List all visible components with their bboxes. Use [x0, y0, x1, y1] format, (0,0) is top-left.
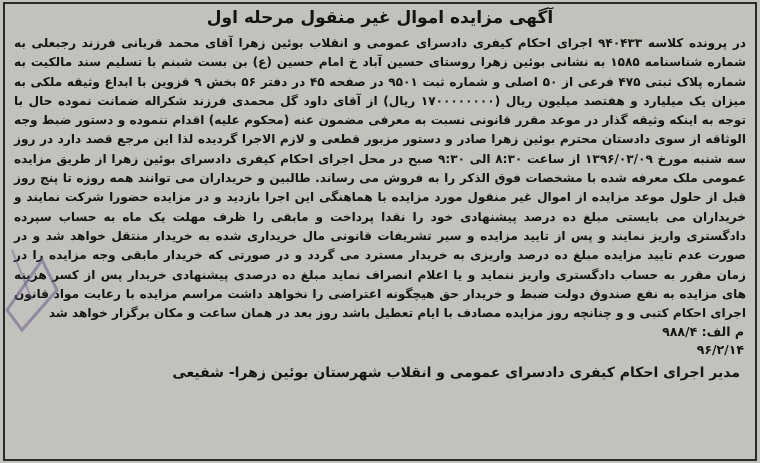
- notice-paragraph: در پرونده کلاسه ۹۴۰۴۳۳ اجرای احکام کیفری دادسرای عمومی و انقلاب بوئین زهرا آقای محمد قربانی فرزند رجبعلی به شماره شناسنامه ۱۵۸۵ به نشانی بوئین زهرا روستای حسین آباد خ امام حسین (ع) بن بست شبنم با تسلیم سند مالکیت به شماره پلاک ثبتی ۴۷۵ فرعی از ۵۰ اصلی و شماره ثبت ۹۵۰۱ در صفحه ۴۵ در دفتر ۵۶ بخش ۹ قزوین با ابداع وثیقه ملکی به میزان یک میلیارد و هفتصد میلیون ریال (۱۷۰۰۰۰۰۰۰۰ ریال) از آقای داود گل محمدی فرزند شکراله ضمانت نموده حال با توجه به اینکه وثیقه گذار در موعد مقرر قانونی نسبت به معرفی مضمون عنه (محکوم علیه) اقدام ننموده و دستور ضبط وجه الوثاقه از سوی دادستان محترم بوئین زهرا صادر و دستور مزبور قطعی و لازم الاجرا گردیده لذا این مرجع قصد دارد در روز سه شنبه مورخ ۱۳۹۶/۰۳/۰۹ از ساعت ۸:۳۰ الی ۹:۳۰ صبح در محل اجرای احکام کیفری دادسرای بوئین زهرا از طریق مزایده عمومی ملک معرفه شده با مشخصات فوق الذکر را به فروش می رساند. طالبین و خریداران می توانند همه روزه تا پنج روز قبل از حلول موعد مزایده از اموال غیر منقول مورد مزایده با هماهنگی این اجرا بازدید و در مزایده حضورا شرکت نمایند و خریداران می بایستی مبلغ ده درصد پیشنهادی خود را نقدا پرداخت و مابقی را ظرف مهلت یک ماه به حساب سپرده دادگستری واریز نمایند و پس از تایید مزایده و سیر تشریفات قانونی مال خریداری شده به خریدار منتقل خواهد شد و در صورت عدم تایید مزایده مبلغ ده درصد واریزی به خریدار مسترد می گردد و در صورتی که خریدار مابقی وجه مزایده را در زمان مقرر به حساب دادگستری واریز ننماید و یا اعلام انصراف نماید مبلغ ده درصدی پیشنهادی خریدار پس از کسر هزینه های مزایده به نفع صندوق دولت ضبط و خریدار حق هیچگونه اعتراضی را نخواهد داشت مراسم مزایده با رعایت مواد قانون اجرای احکام کتبی و و چنانچه روز مزایده مصادف با ایام تعطیل باشد روز بعد در همان ساعت و مکان برگزار خواهد شد: [14, 36, 746, 321]
- notice-date: ۹۶/۲/۱۴: [696, 342, 744, 358]
- signature-line: مدیر اجرای احکام کیفری دادسرای عمومی و انقلاب شهرستان بوئین زهرا- شفیعی: [172, 365, 740, 382]
- notice-title: آگهی مزایده اموال غیر منقول مرحله اول: [206, 8, 554, 28]
- margin-stamp-mark: [2, 230, 62, 340]
- reference-number: م الف: ۹۸۸/۴: [662, 324, 744, 340]
- notice-border: [3, 2, 757, 461]
